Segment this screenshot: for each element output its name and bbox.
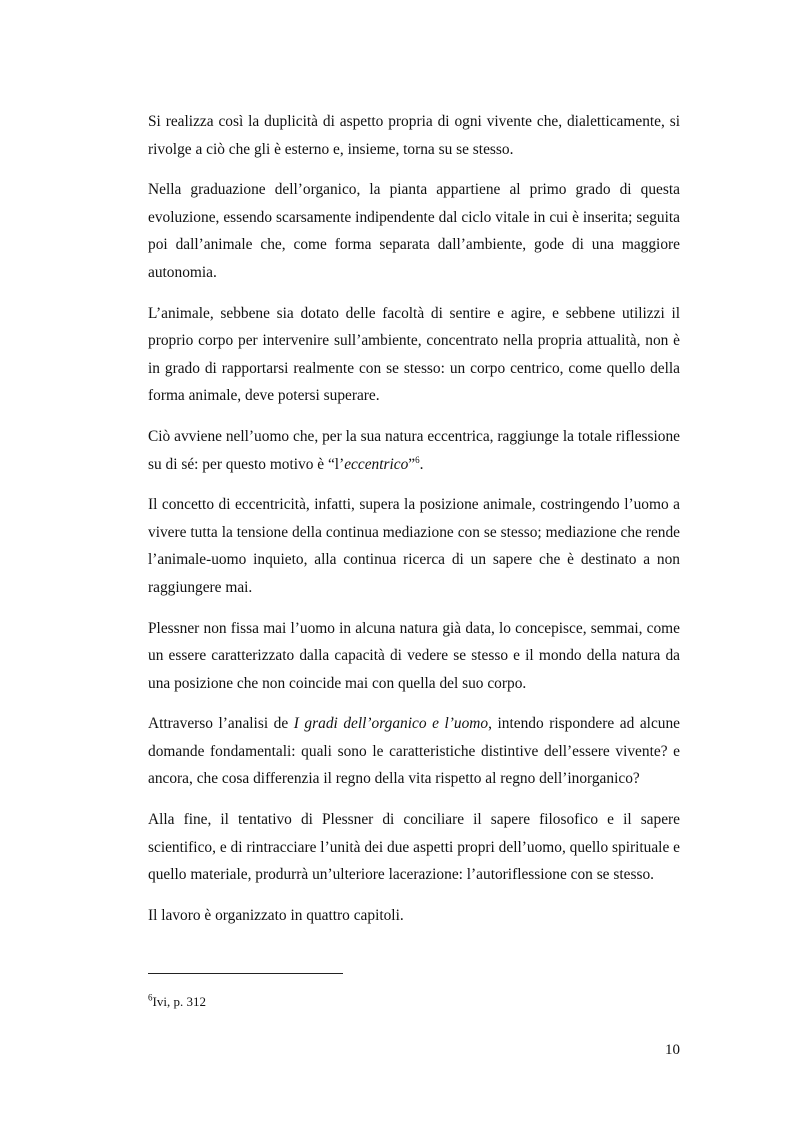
paragraph: Il concetto di eccentricità, infatti, supera la posizione animale, costringendo l’uomo a vivere tutta la tensione della continua mediazione con se stesso; mediazione che rende l’animale-uomo inquieto, alla continua ricerca di un sapere che è destinato a non raggiungere mai. [148,496,680,596]
paragraph-text: Attraverso l’analisi de [148,715,294,733]
paragraph: Nella graduazione dell’organico, la pianta appartiene al primo grado di questa evoluzione, essendo scarsamente indipendente dal ciclo vitale in cui è inserita; seguita poi dall’animale che, come forma separata dall’ambiente, gode di una maggiore autonomia. [148,181,680,281]
footnote-divider [148,973,343,974]
footnote [148,994,206,1010]
sentence-end: . [419,455,424,473]
page-body [148,108,680,929]
book-title: I gradi dell’organico e l’uomo [293,715,489,733]
page-number: 10 [665,1042,680,1058]
paragraph-analysis [148,710,680,793]
footnote-text: Ivi, p. 312 [152,994,206,1009]
paragraph: Si realizza così la duplicità di aspetto propria di ogni vivente che, dialetticamente, si rivolge a ciò che gli è esterno e, insieme, torna su se stesso. [148,113,680,158]
paragraph: Il lavoro è organizzato in quattro capitoli. [148,906,404,924]
paragraph: L’animale, sebbene sia dotato delle facoltà di sentire e agire, e sebbene utilizzi il proprio corpo per intervenire sull’ambiente, concentrato nella propria attualità, non è in grado di rapportarsi realmente con se stesso: un corpo centrico, come quello della forma animale, deve potersi superare. [148,304,680,405]
paragraph-text: , intendo rispondere ad alcune domande fondamentali: quali sono le caratteristiche distintive dell’essere vivente? e ancora, che cosa differenzia il regno della vita rispetto al regno dell’inorganico? [148,715,680,788]
paragraph-eccentric [148,423,680,478]
footnote-reference[interactable]: 6 [415,454,420,465]
paragraph: Alla fine, il tentativo di Plessner di conciliare il sapere filosofico e il sapere scientifico, e di rintracciare l’unità dei due aspetti propri dell’uomo, quello spirituale e quello materiale, produrrà un’ulteriore lacerazione: l’autoriflessione con se stesso. [148,811,680,884]
paragraph-text: Ciò avviene nell’uomo che, per la sua natura eccentrica, raggiunge la totale riflessione su di sé: per questo motivo è “l’ [148,427,680,473]
paragraph: Plessner non fissa mai l’uomo in alcuna natura già data, lo concepisce, semmai, come un essere caratterizzato dalla capacità di vedere se stesso e il mondo della natura da una posizione che non coincide mai con quella del suo corpo. [148,619,680,692]
footnote-number: 6 [148,992,153,1003]
closing-quote: ” [408,455,416,473]
italic-term: eccentrico [344,455,409,473]
